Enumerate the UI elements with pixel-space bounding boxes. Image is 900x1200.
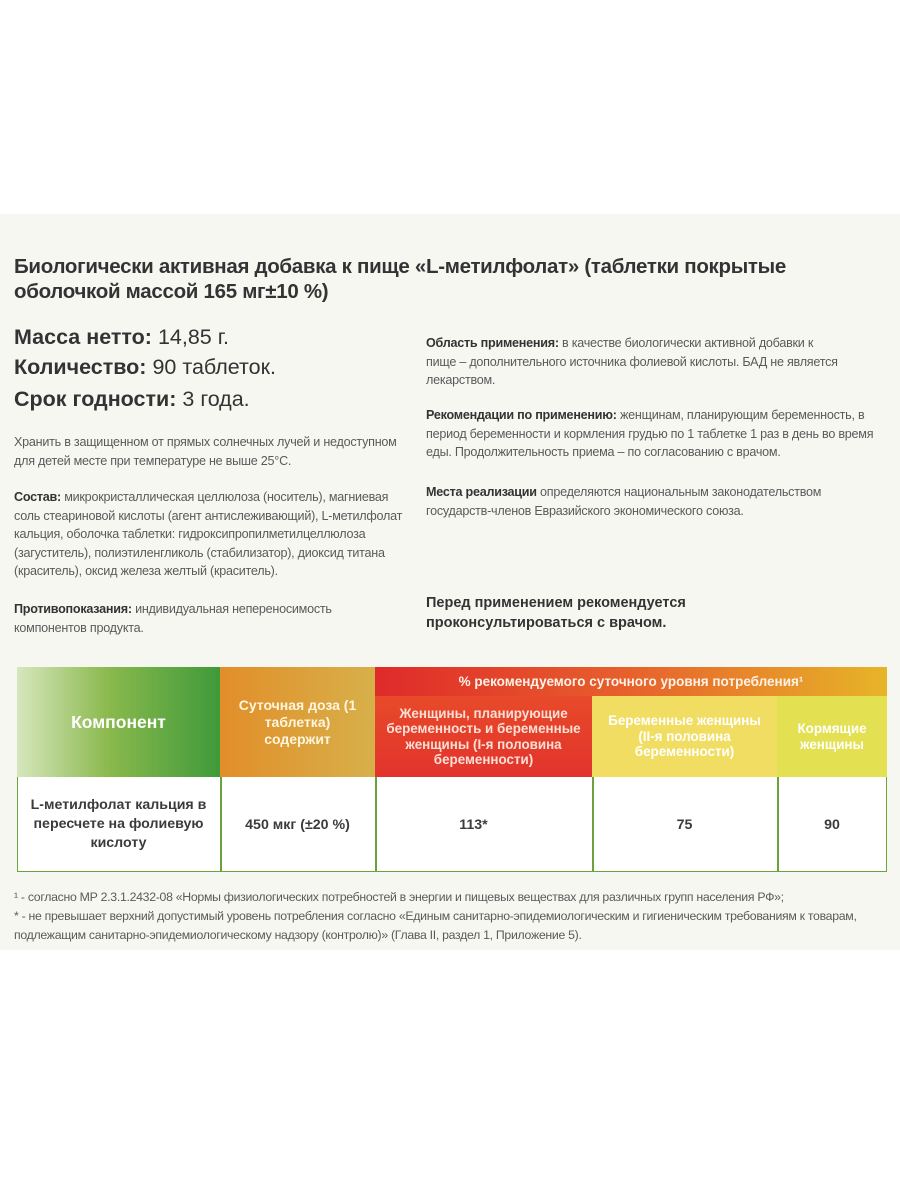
contraindications (14, 600, 384, 637)
cell-group-c: 90 (824, 816, 840, 833)
sale-places (426, 483, 866, 520)
recommendations-label: Рекомендации по применению: (426, 408, 617, 422)
quantity (14, 354, 414, 381)
application-area (426, 334, 846, 390)
footnote-2: * - не превышает верхний допустимый уровень потребления согласно «Единым санитарно-эпидемиологическим и гигиеническим требованиям к товарам, подлежащим санитарно-эпидемиологическому надзору (контролю)» (Глава II, раздел 1, Приложение 5). (14, 909, 857, 942)
composition (14, 488, 409, 581)
contraindications-text: индивидуальная непереносимость компонентов продукта. (14, 602, 332, 635)
header-component: Компонент (17, 667, 220, 777)
cell-group-a-value: 113* (459, 816, 488, 833)
product-title: Биологически активная добавка к пище «L-метилфолат» (таблетки покрытые оболочкой массой 165 мг±10 %) (14, 255, 786, 303)
quantity-value: 90 таблеток. (152, 355, 276, 379)
sale-places-text: определяются национальным законодательством государств-членов Евразийского экономического союза. (426, 485, 822, 518)
header-percent-intake: % рекомендуемого суточного уровня потребления¹ (375, 667, 887, 696)
storage-text: Хранить в защищенном от прямых солнечных лучей и недоступном для детей месте при температуре не выше 25°С. (14, 435, 397, 468)
footnote-1: ¹ - согласно МР 2.3.1.2432-08 «Нормы физиологических потребностей в энергии и пищевых веществах для различных групп населения РФ»; (14, 890, 784, 904)
consult-doctor-warning: Перед применением рекомендуется проконсультироваться с врачом. (426, 595, 686, 631)
net-mass-value: 14,85 г. (157, 325, 229, 349)
header-daily-dose-text: Суточная доза (1 таблетка) содержит (238, 696, 357, 747)
net-mass (14, 324, 414, 351)
cell-daily-dose: 450 мкг (±20 %) (245, 816, 350, 833)
footnotes (14, 888, 894, 945)
cell-component (17, 777, 220, 872)
header-group-c-text: Кормящие женщины (797, 721, 867, 752)
header-group-planning-pregnant (375, 696, 592, 777)
sale-places-label: Места реализации (426, 485, 537, 499)
recommendations (426, 406, 891, 462)
cell-group-a (375, 777, 592, 872)
cell-component-text: L-метилфолат кальция в пересчете на фолиевую кислоту (30, 797, 207, 851)
shelf-life-label: Срок годности: (14, 387, 177, 411)
cell-group-b: 75 (676, 816, 693, 833)
shelf-life-value: 3 года. (182, 387, 250, 411)
contraindications-label: Противопоказания: (14, 602, 132, 616)
shelf-life (14, 386, 414, 413)
application-area-text: в качестве биологически активной добавки к пище – дополнительного источника фолиевой кислоты. БАД не является лекарством. (426, 336, 838, 388)
header-group-pregnant (592, 696, 777, 777)
composition-label: Состав: (14, 490, 61, 504)
header-daily-dose (220, 667, 375, 777)
header-group-nursing (777, 696, 887, 777)
header-group-b-text: Беременные женщины (II-я половина беременности) (608, 713, 761, 760)
composition-text: микрокристаллическая целлюлоза (носитель), магниевая соль стеариновой кислоты (агент антислеживающий), L-метилфолат кальция, оболочка таблетки: гидроксипропилметилцеллюлоза (загуститель), полиэтиленгликоль (стабилизатор), диоксид титана (краситель), оксид железа желтый (краситель). (14, 490, 403, 579)
quantity-label: Количество: (14, 355, 147, 379)
net-mass-label: Масса нетто: (14, 325, 152, 349)
application-area-label: Область применения: (426, 336, 559, 350)
recommendations-text: женщинам, планирующим беременность, в период беременности и кормления грудью по 1 таблетке 1 раз в день во время еды. Продолжительность приема – по согласованию с врачом. (426, 408, 874, 460)
header-group-a-text: Женщины, планирующие беременность и беременные женщины (I-я половина беременности) (386, 705, 581, 767)
nutrition-table (17, 667, 887, 872)
